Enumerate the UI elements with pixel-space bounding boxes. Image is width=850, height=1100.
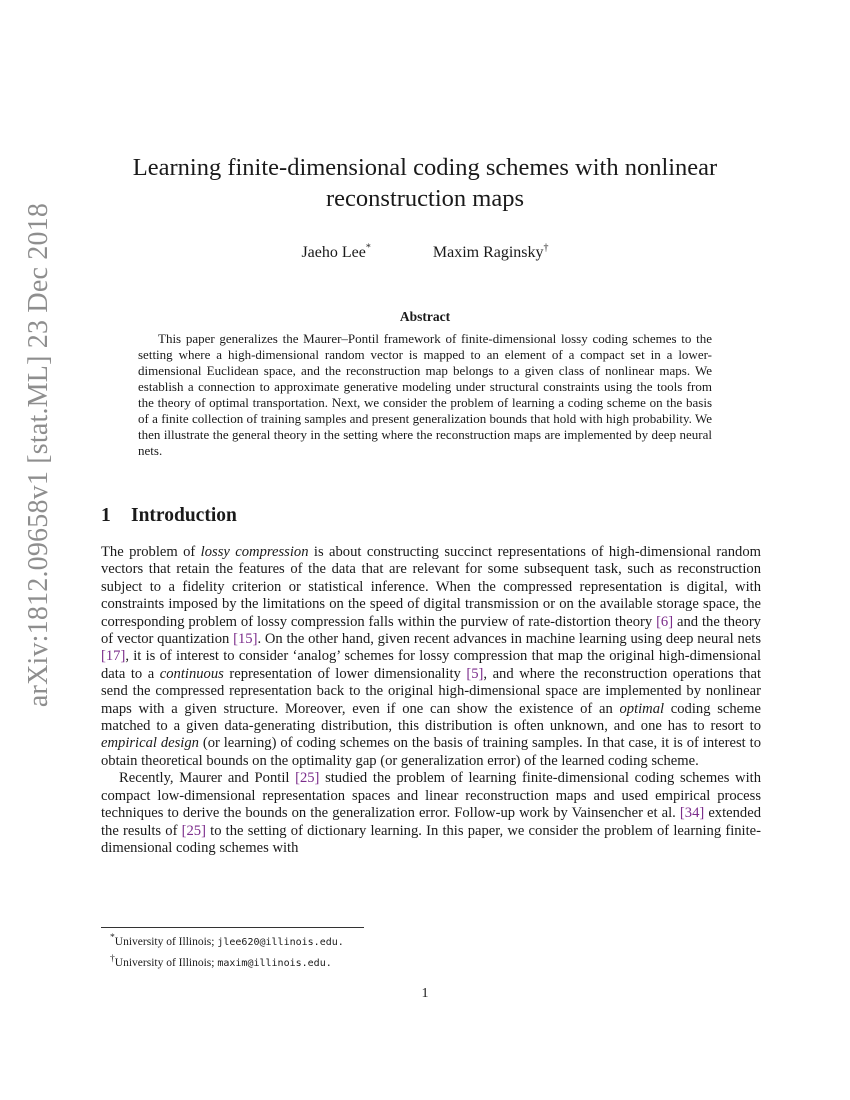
text-run: studied the problem of learning finite-dimensional coding schemes with compact low-dimensional representation spaces and linear reconstruction maps and used empirical process techniques to derive the bounds on the generalization error. Follow-up work by Vainsencher et al. bbox=[101, 770, 762, 822]
citation-link[interactable]: [17] bbox=[101, 648, 126, 665]
section-number: 1 bbox=[101, 505, 111, 526]
paragraph-1 bbox=[101, 544, 761, 770]
text-run: and the theory of vector quantization bbox=[101, 613, 761, 648]
arxiv-stamp bbox=[22, 202, 56, 708]
footnote-mark: * bbox=[110, 932, 115, 943]
author-2 bbox=[433, 243, 549, 263]
footnote-mark: * bbox=[365, 242, 371, 254]
text-run: , it is of interest to consider ‘analog’ schemes for lossy compression that map the original high-dimensional data to a bbox=[101, 648, 761, 682]
citation-link[interactable]: [6] bbox=[656, 613, 674, 630]
footnote-2 bbox=[110, 951, 344, 972]
footnote-text: University of Illinois; bbox=[114, 956, 218, 969]
citation-link[interactable]: [34] bbox=[679, 805, 705, 822]
text-run: to the setting of dictionary learning. In this paper, we consider the problem of learning finite-dimensional coding schemes with bbox=[101, 822, 761, 856]
text-run: (or learning) of coding schemes on the basis of training samples. In that case, it is of interest to obtain theoretical bounds on the optimality gap (or generalization error) of the learned coding scheme. bbox=[101, 735, 761, 769]
citation-link[interactable]: [25] bbox=[295, 770, 320, 787]
section-body bbox=[101, 544, 761, 857]
author-list bbox=[100, 243, 750, 263]
text-run: The problem of bbox=[101, 544, 201, 560]
arxiv-identifier: arXiv:1812.09658v1 [stat.ML] 23 Dec 2018 bbox=[23, 202, 54, 708]
text-run: coding scheme matched to a given data-generating distribution, this distribution is often unknown, and one has to resort to bbox=[101, 700, 761, 735]
text-run: . On the other hand, given recent advances in machine learning using deep neural nets bbox=[257, 631, 761, 648]
text-run: Recently, Maurer and Pontil bbox=[119, 770, 296, 787]
footnote-text: University of Illinois; bbox=[114, 935, 218, 948]
section-title: Introduction bbox=[131, 505, 237, 526]
paragraph-2 bbox=[101, 770, 761, 857]
abstract-heading: Abstract bbox=[399, 309, 451, 324]
email-link[interactable]: maxim@illinois.edu. bbox=[217, 957, 332, 969]
footnote-divider bbox=[101, 927, 364, 928]
footnote-mark: † bbox=[110, 952, 115, 964]
abstract-text: This paper generalizes the Maurer–Pontil framework of finite-dimensional lossy coding schemes to the setting where a high-dimensional random vector is mapped to an element of a compact set in a lower-dimensional Euclidean space, and the reconstruction map belongs to a given class of nonlinear maps. We establish a connection to approximate generative modeling under structural constraints using the tools from the theory of optimal transportation. Next, we consider the problem of learning a coding scheme on the basis of a finite collection of training samples and present generalization bounds that hold with high probability. We then illustrate the general theory in the setting where the reconstruction maps are implemented by deep neural nets. bbox=[138, 331, 712, 458]
text-run: representation of lower dimensionality bbox=[223, 665, 467, 682]
author-name: Jaeho Lee bbox=[301, 244, 366, 261]
email-link[interactable]: jlee620@illinois.edu. bbox=[217, 936, 344, 948]
citation-link[interactable]: [5] bbox=[466, 665, 484, 682]
emphasis-text: empirical design bbox=[101, 735, 199, 752]
text-run: extended the results of bbox=[101, 805, 761, 839]
emphasis-text: lossy compression bbox=[200, 544, 309, 560]
citation-link[interactable]: [15] bbox=[233, 631, 258, 648]
citation-link[interactable]: [25] bbox=[181, 822, 206, 839]
author-name: Maxim Raginsky bbox=[432, 244, 544, 261]
text-run: , and where the reconstruction operations that send the compressed representation back to the original high-dimensional space are implemented by nonlinear maps with a given structure. Moreover, even if one can show the existence of an bbox=[101, 665, 762, 717]
text-run: is about constructing succinct representations of high-dimensional random vectors that retain the features of the data that are relevant for some subsequent task, such as reconstruction subject to a fidelity criterion or statistical inference. When the compressed representation is digital, with constraints imposed by the limitations on the speed of digital transmission or on the available storage space, the corresponding problem of lossy compression falls within the purview of rate-distortion theory bbox=[101, 544, 761, 630]
title-line-2: reconstruction maps bbox=[326, 185, 524, 212]
footnote-mark: † bbox=[543, 242, 549, 254]
author-1 bbox=[301, 243, 370, 263]
section-heading bbox=[101, 505, 237, 527]
emphasis-text: optimal bbox=[619, 700, 665, 717]
footnotes bbox=[110, 930, 344, 972]
page-number: 1 bbox=[421, 986, 429, 1001]
paper-title bbox=[100, 152, 750, 214]
footnote-1 bbox=[110, 930, 344, 951]
title-line-1: Learning finite-dimensional coding schemes with nonlinear bbox=[132, 154, 718, 181]
emphasis-text: continuous bbox=[159, 665, 224, 682]
